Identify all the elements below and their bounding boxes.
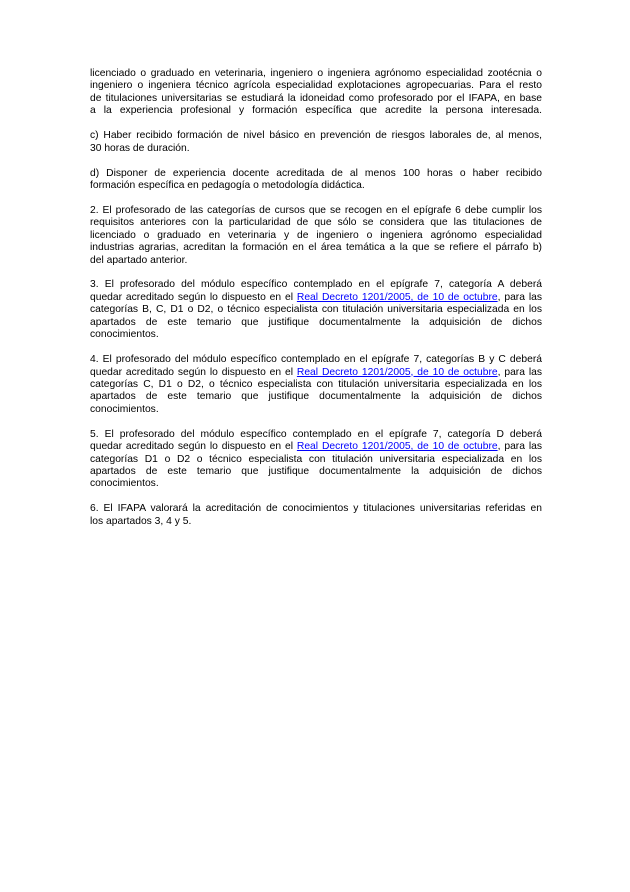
text-run: 3. El profesorado del módulo específico contemplado en el epígrafe 7, categoría A deberá	[90, 279, 542, 291]
real-decreto-link[interactable]: Real Decreto 1201/2005, de 10 de octubre	[296, 441, 498, 453]
text-line	[90, 230, 542, 242]
text-run: de titulaciones universitarias se estudiará la idoneidad como profesorado por el IFAPA, en base	[90, 92, 542, 104]
text-run: del apartado anterior.	[90, 254, 188, 266]
text-run: apartados de este temario que justifique documentalmente la adquisición de dichos	[90, 466, 542, 477]
text-run: quedar acreditado según lo dispuesto en el	[90, 291, 297, 303]
text-run: categorías D1 o D2 o técnico especialista con titulación universitaria especializada en los	[90, 453, 542, 465]
text-run: conocimientos.	[90, 329, 159, 341]
text-run: c) Haber recibido formación de nivel básico en prevención de riesgos laborales de, al menos,	[90, 130, 542, 142]
text-line	[90, 242, 542, 254]
text-line	[90, 503, 542, 515]
text-run: formación específica en pedagogía o metodología didáctica.	[90, 179, 365, 191]
text-line	[90, 516, 542, 528]
text-line	[90, 93, 542, 105]
text-line	[90, 391, 542, 403]
document-body	[90, 68, 542, 528]
paragraph-section-3	[90, 279, 542, 341]
real-decreto-link[interactable]: Real Decreto 1201/2005, de 10 de octubre	[296, 291, 498, 303]
text-run: licenciado o graduado en veterinaria y de ingeniero o ingeniera agrónomo especialidad	[90, 229, 542, 241]
text-run: 5. El profesorado del módulo específico contemplado en el epígrafe 7, categoría D deberá	[90, 428, 542, 440]
paragraph-item-c	[90, 130, 542, 155]
text-line	[90, 354, 542, 366]
paragraph-section-2	[90, 205, 542, 267]
text-run: 2. El profesorado de las categorías de cursos que se recogen en el epígrafe 6 debe cumplir los	[90, 204, 542, 216]
paragraph-item-d	[90, 168, 542, 193]
text-line	[90, 367, 542, 379]
text-run: los apartados 3, 4 y 5.	[90, 515, 192, 527]
text-run: d) Disponer de experiencia docente acreditada de al menos 100 horas o haber recibido	[90, 167, 542, 179]
text-line	[90, 454, 542, 466]
text-run: industrias agrarias, acreditan la formación en el área temática a la que se refiere el párrafo b)	[90, 242, 542, 254]
text-line	[90, 304, 542, 316]
text-run: ingeniero o ingeniera técnico agrícola especialidad explotaciones agropecuarias. Para el resto	[90, 80, 542, 92]
text-line	[90, 404, 542, 416]
text-run: 4. El profesorado del módulo específico contemplado en el epígrafe 7, categorías B y C deberá	[90, 354, 542, 366]
text-line	[90, 292, 542, 304]
text-run: categorías C, D1 o D2, o técnico especialista con titulación universitaria especializada en los	[90, 378, 542, 390]
text-run: licenciado o graduado en veterinaria, ingeniero o ingeniera agrónomo especialidad zootécnia o	[90, 68, 542, 79]
text-run: quedar acreditado según lo dispuesto en el	[90, 441, 297, 453]
text-run: requisitos anteriores con la particularidad de que sólo se considera que las titulaciones de	[90, 217, 542, 229]
text-run: 30 horas de duración.	[90, 142, 190, 154]
text-line	[90, 205, 542, 217]
paragraph-section-6	[90, 503, 542, 528]
paragraph-section-4	[90, 354, 542, 416]
text-line	[90, 180, 542, 192]
text-line	[90, 68, 542, 80]
text-run: apartados de este temario que justifique documentalmente la adquisición de dichos	[90, 316, 542, 328]
text-line	[90, 329, 542, 341]
text-run: a la experiencia profesional y formación específica que acredite la persona interesada.	[90, 105, 542, 117]
text-line	[90, 466, 542, 478]
text-line	[90, 168, 542, 180]
text-line	[90, 130, 542, 142]
text-run: conocimientos.	[90, 403, 159, 415]
text-line	[90, 255, 542, 267]
text-line	[90, 429, 542, 441]
paragraph-intro-continuation	[90, 68, 542, 118]
paragraph-section-5	[90, 429, 542, 491]
text-line	[90, 478, 542, 490]
text-line	[90, 317, 542, 329]
text-line	[90, 279, 542, 291]
text-line	[90, 379, 542, 391]
text-line	[90, 105, 542, 117]
text-run: apartados de este temario que justifique documentalmente la adquisición de dichos	[90, 391, 542, 403]
real-decreto-link[interactable]: Real Decreto 1201/2005, de 10 de octubre	[296, 366, 498, 378]
text-line	[90, 217, 542, 229]
text-line	[90, 80, 542, 92]
text-line	[90, 143, 542, 155]
text-run: categorías B, C, D1 o D2, o técnico especialista con titulación universitaria especializada en los	[90, 304, 542, 316]
text-run: conocimientos.	[90, 478, 159, 490]
text-run: , para las	[497, 291, 542, 303]
text-line	[90, 441, 542, 453]
text-run: , para las	[497, 366, 542, 378]
text-run: quedar acreditado según lo dispuesto en el	[90, 366, 297, 378]
text-run: , para las	[497, 441, 542, 453]
text-run: 6. El IFAPA valorará la acreditación de conocimientos y titulaciones universitarias referidas en	[90, 503, 542, 515]
